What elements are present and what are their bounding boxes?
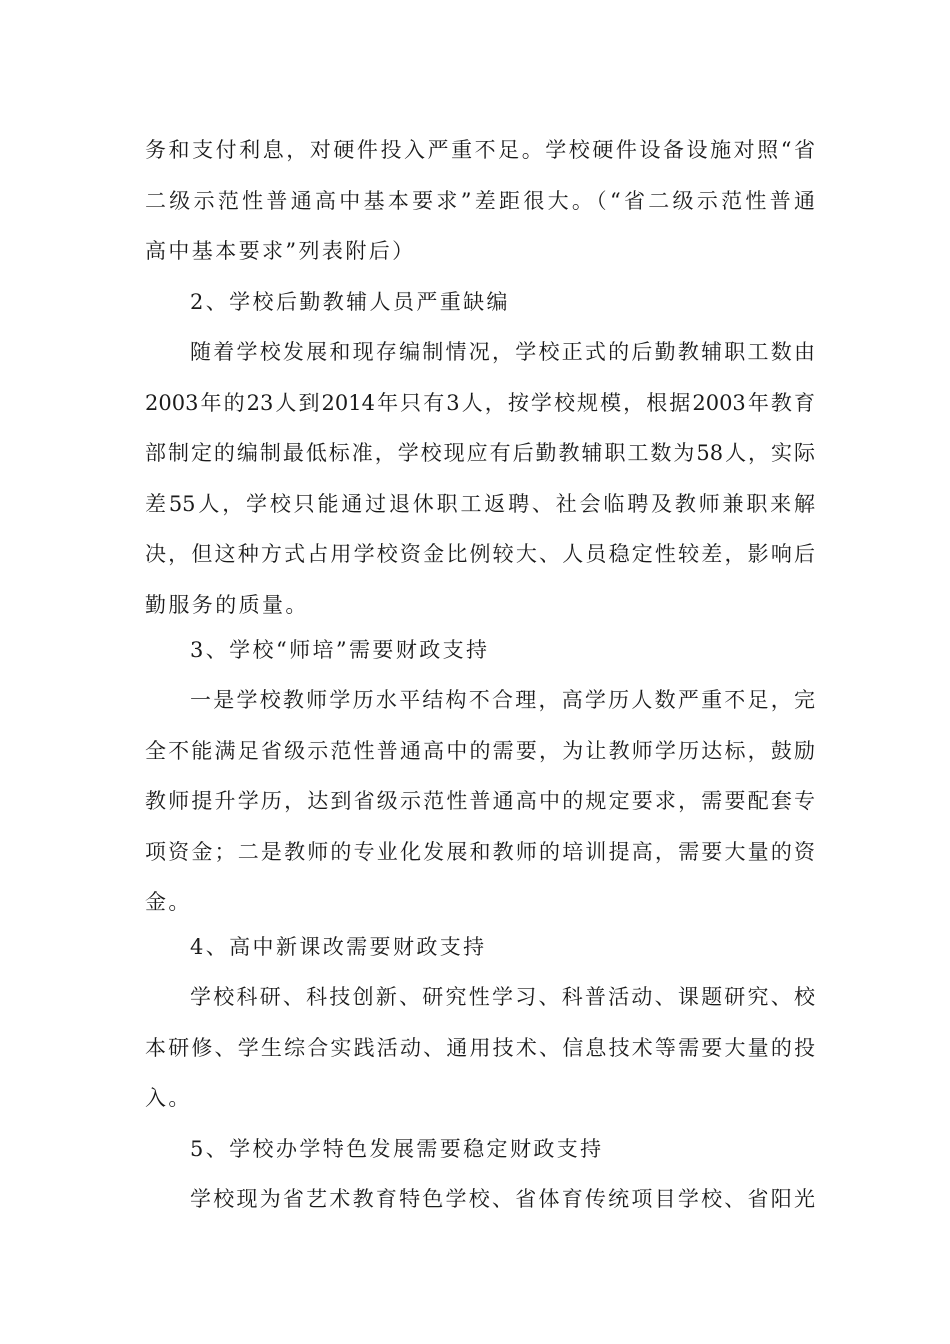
paragraph-line: 高中基本要求”列表附后） bbox=[145, 239, 416, 263]
section-heading-5: 5、学校办学特色发展需要稳定财政支持 bbox=[190, 1137, 604, 1161]
paragraph-line: 入。 bbox=[145, 1086, 192, 1110]
section-heading-3: 3、学校“师培”需要财政支持 bbox=[190, 638, 490, 662]
paragraph-line: 差55人，学校只能通过退休职工返聘、社会临聘及教师兼职来解 bbox=[145, 492, 815, 516]
section-heading-4: 4、高中新课改需要财政支持 bbox=[190, 935, 487, 959]
paragraph-line: 学校科研、科技创新、研究性学习、科普活动、课题研究、校 bbox=[190, 985, 815, 1009]
section-heading-2: 2、学校后勤教辅人员严重缺编 bbox=[190, 290, 510, 314]
paragraph-line: 勤服务的质量。 bbox=[145, 593, 309, 617]
paragraph-line: 学校现为省艺术教育特色学校、省体育传统项目学校、省阳光 bbox=[190, 1187, 815, 1211]
paragraph-line: 本研修、学生综合实践活动、通用技术、信息技术等需要大量的投 bbox=[145, 1036, 815, 1060]
paragraph-line: 教师提升学历，达到省级示范性普通高中的规定要求，需要配套专 bbox=[145, 789, 815, 813]
paragraph-line: 全不能满足省级示范性普通高中的需要，为让教师学历达标，鼓励 bbox=[145, 739, 815, 763]
paragraph-line: 二级示范性普通高中基本要求”差距很大。（“省二级示范性普通 bbox=[145, 189, 815, 213]
paragraph-line: 部制定的编制最低标准，学校现应有后勤教辅职工数为58人，实际 bbox=[145, 441, 815, 465]
paragraph-line: 项资金；二是教师的专业化发展和教师的培训提高，需要大量的资 bbox=[145, 840, 815, 864]
paragraph-line: 随着学校发展和现存编制情况，学校正式的后勤教辅职工数由 bbox=[190, 340, 815, 364]
paragraph-line: 务和支付利息，对硬件投入严重不足。学校硬件设备设施对照“省 bbox=[145, 138, 815, 162]
paragraph-line: 一是学校教师学历水平结构不合理，高学历人数严重不足，完 bbox=[190, 688, 815, 712]
paragraph-line: 2003年的23人到2014年只有3人，按学校规模，根据2003年教育 bbox=[145, 391, 815, 415]
paragraph-line: 金。 bbox=[145, 890, 192, 914]
paragraph-line: 决，但这种方式占用学校资金比例较大、人员稳定性较差，影响后 bbox=[145, 542, 815, 566]
